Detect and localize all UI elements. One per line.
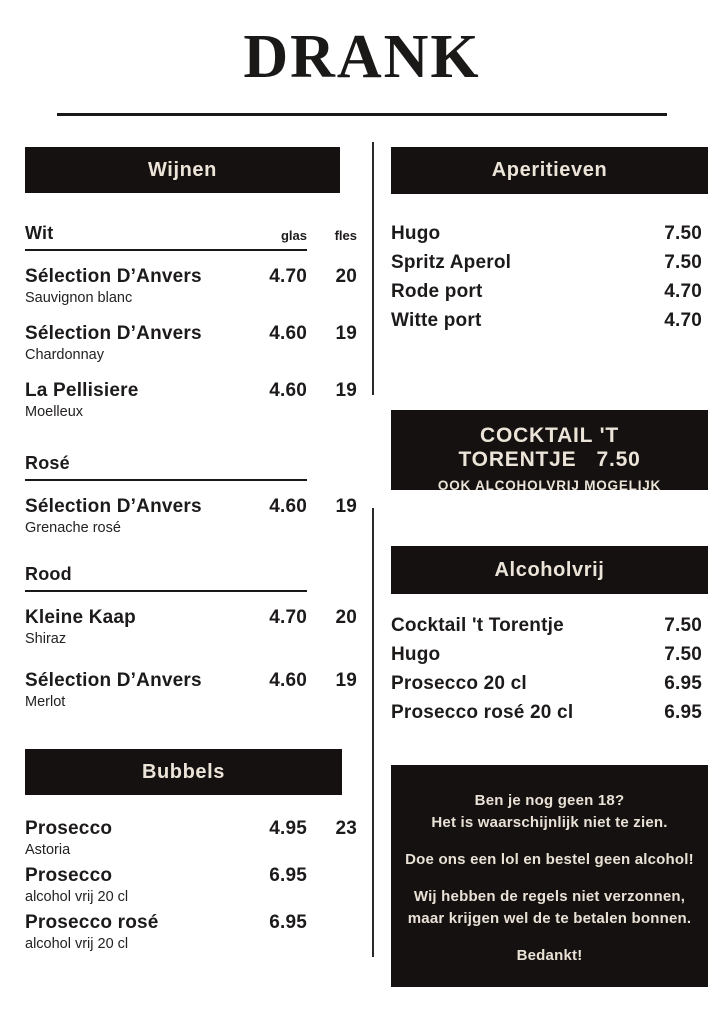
menu-item <box>25 817 357 860</box>
subsection-label: Rosé <box>25 453 70 473</box>
item-name: Hugo <box>391 223 441 244</box>
subsection-rood <box>25 564 357 592</box>
notice-line: maar krijgen wel de te betalen bonnen. <box>407 910 692 927</box>
right-column <box>391 147 708 987</box>
page-title: DRANK <box>243 23 481 91</box>
notice-line: Doe ons een lol en bestel geen alcohol! <box>405 851 694 868</box>
alcoholvrij-list <box>391 611 708 727</box>
section-header-bubbels: Bubbels <box>25 749 342 795</box>
item-name: Prosecco rosé 20 cl <box>391 702 574 723</box>
item-price-fles: 20 <box>335 607 357 628</box>
item-price-glas: 6.95 <box>269 865 307 886</box>
menu-item <box>25 379 357 422</box>
item-price-glas: 4.60 <box>269 380 307 401</box>
menu-item <box>25 911 357 954</box>
item-price-fles: 19 <box>335 380 357 401</box>
menu-item <box>25 606 357 649</box>
item-price: 7.50 <box>664 252 702 273</box>
title-divider <box>57 113 667 116</box>
item-name: La Pellisiere <box>25 380 139 401</box>
item-price-glas: 4.60 <box>269 323 307 344</box>
item-price: 4.70 <box>664 281 702 302</box>
subsection-rule <box>25 479 307 481</box>
subsection-rule <box>25 590 307 592</box>
item-price-glas: 4.70 <box>269 266 307 287</box>
menu-item <box>391 219 708 248</box>
cocktail-highlight-box <box>391 410 708 493</box>
item-name: Sélection D’Anvers <box>25 266 202 287</box>
section-header-aperitieven: Aperitieven <box>391 147 708 194</box>
item-name: Witte port <box>391 310 482 331</box>
item-subtitle: alcohol vrij 20 cl <box>25 936 129 952</box>
subsection-label: Wit <box>25 223 54 243</box>
item-subtitle: Astoria <box>25 842 71 858</box>
item-price-glas: 4.95 <box>269 818 307 839</box>
item-price-fles: 19 <box>335 496 357 517</box>
menu-item <box>391 277 708 306</box>
notice-line: Wij hebben de regels niet verzonnen, <box>413 888 686 905</box>
item-price-fles <box>307 911 357 954</box>
item-name: Rode port <box>391 281 483 302</box>
menu-item <box>391 669 708 698</box>
notice-line: Bedankt! <box>516 947 583 964</box>
subsection-rose <box>25 453 357 481</box>
notice-line: Ben je nog geen 18? <box>474 792 625 809</box>
item-subtitle: Shiraz <box>25 631 67 647</box>
item-subtitle: Grenache rosé <box>25 520 121 536</box>
item-price-glas: 4.60 <box>269 496 307 517</box>
aperitieven-list <box>391 219 708 335</box>
item-price-fles: 23 <box>335 818 357 839</box>
item-name: Hugo <box>391 644 441 665</box>
menu-item <box>391 611 708 640</box>
item-subtitle: Moelleux <box>25 404 84 420</box>
item-price-glas: 4.60 <box>269 670 307 691</box>
item-name: Sélection D’Anvers <box>25 496 202 517</box>
notice-line: Het is waarschijnlijk niet te zien. <box>431 814 668 831</box>
menu-item <box>25 669 357 712</box>
item-price: 7.50 <box>664 615 702 636</box>
column-header-fles: fles <box>334 228 357 243</box>
item-subtitle: alcohol vrij 20 cl <box>25 889 129 905</box>
item-name: Cocktail 't Torentje <box>391 615 564 636</box>
menu-item <box>391 306 708 335</box>
menu-item <box>391 698 708 727</box>
item-subtitle: Merlot <box>25 694 66 710</box>
menu-item <box>391 640 708 669</box>
subsection-rule <box>25 249 307 251</box>
item-price: 6.95 <box>664 673 702 694</box>
item-name: Spritz Aperol <box>391 252 512 273</box>
column-divider-top <box>372 142 374 395</box>
item-name: Sélection D’Anvers <box>25 323 202 344</box>
item-name: Sélection D’Anvers <box>25 670 202 691</box>
item-price: 7.50 <box>664 223 702 244</box>
left-column <box>25 147 357 954</box>
cocktail-subtitle: OOK ALCOHOLVRIJ MOGELIJK <box>437 478 662 493</box>
item-subtitle: Sauvignon blanc <box>25 290 133 306</box>
age-notice-box <box>391 765 708 987</box>
item-price-fles <box>307 864 357 907</box>
item-price: 6.95 <box>664 702 702 723</box>
subsection-label: Rood <box>25 564 72 584</box>
menu-item <box>25 322 357 365</box>
item-price-fles: 19 <box>335 670 357 691</box>
column-divider-bottom <box>372 508 374 957</box>
subsection-wit <box>25 223 357 251</box>
section-header-wijnen: Wijnen <box>25 147 340 193</box>
item-price: 4.70 <box>664 310 702 331</box>
cocktail-price: 7.50 <box>596 448 641 471</box>
item-price-glas: 4.70 <box>269 607 307 628</box>
item-price: 7.50 <box>664 644 702 665</box>
item-name: Kleine Kaap <box>25 607 136 628</box>
item-name: Prosecco 20 cl <box>391 673 527 694</box>
menu-item <box>391 248 708 277</box>
item-name: Prosecco rosé <box>25 912 159 933</box>
item-price-fles: 20 <box>335 266 357 287</box>
item-subtitle: Chardonnay <box>25 347 104 363</box>
menu-item <box>25 265 357 308</box>
cocktail-title: COCKTAIL 'T TORENTJE <box>458 424 619 471</box>
menu-item <box>25 864 357 907</box>
item-price-glas: 6.95 <box>269 912 307 933</box>
section-header-alcoholvrij: Alcoholvrij <box>391 546 708 594</box>
item-name: Prosecco <box>25 818 113 839</box>
menu-item <box>25 495 357 538</box>
item-price-fles: 19 <box>335 323 357 344</box>
item-name: Prosecco <box>25 865 113 886</box>
column-header-glas: glas <box>280 228 307 243</box>
